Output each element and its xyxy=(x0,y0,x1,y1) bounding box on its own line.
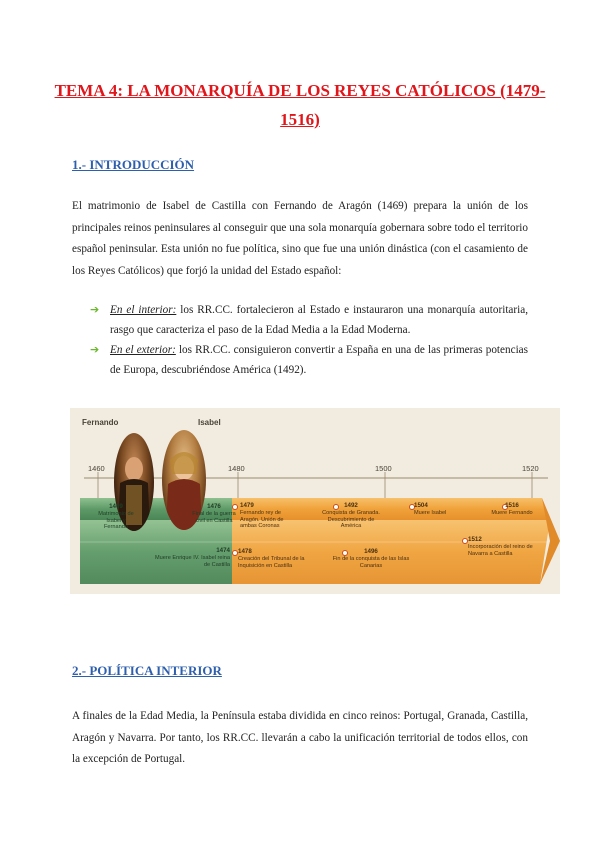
bullet-text: los RR.CC. fortalecieron al Estado e instauraron una monarquía autoritaria, rasgo que caracteriza el paso de la Edad Media a la Edad Moderna. xyxy=(110,304,528,336)
arrow-right-icon: ➔ xyxy=(90,303,100,316)
timeline-event: 1478 Creación del Tribunal de la Inquisición en Castilla xyxy=(238,548,305,569)
intro-bullet-list xyxy=(90,300,528,380)
timeline-event: 1492 Conquista de Granada. Descubrimiento de América xyxy=(322,502,380,530)
section-heading-politica-interior: 2.- POLÍTICA INTERIOR xyxy=(72,663,222,678)
timeline-event: 1469 Matrimonio de Isabel y Fernando xyxy=(98,503,134,531)
timeline-year-1480: 1480 xyxy=(228,464,245,473)
timeline-image xyxy=(70,408,560,594)
timeline-year-1520: 1520 xyxy=(522,464,539,473)
timeline-event: 1496 Fin de la conquista de las Islas Canarias xyxy=(332,548,410,569)
timeline-event: 1516 Muere Fernando xyxy=(491,502,533,516)
bullet-label: En el interior: xyxy=(110,304,177,316)
bullet-text: los RR.CC. consiguieron convertir a España en una de las primeras potencias de Europa, descubriéndose América (1492). xyxy=(110,344,528,376)
timeline-event: 1474 Muere Enrique IV. Isabel reina de Castilla xyxy=(154,547,230,568)
event-marker-icon xyxy=(232,504,238,510)
arrow-right-icon: ➔ xyxy=(90,343,100,356)
timeline-event: 1512 Incorporación del reino de Navarra a Castilla xyxy=(468,536,533,557)
list-item xyxy=(90,340,528,380)
timeline-event: 1504 Muere Isabel xyxy=(414,502,447,516)
timeline-event: 1479 Fernando rey de Aragón. Unión de ambas Coronas xyxy=(240,502,284,530)
timeline-event: 1476 Final de la guerra civil en Castilla xyxy=(192,503,236,524)
section-heading-introduccion: 1.- INTRODUCCIÓN xyxy=(72,157,195,172)
timeline-year-1460: 1460 xyxy=(88,464,105,473)
bullet-label: En el exterior: xyxy=(110,344,176,356)
timeline-name-fernando: Fernando xyxy=(82,418,119,427)
intro-paragraph: El matrimonio de Isabel de Castilla con Fernando de Aragón (1469) prepara la unión de los principales reinos peninsulares al conseguir que una sola monarquía gobernara sobre todo el territorio español peninsular. Esta unión no fue política, sino que fue una unión dinástica (con el casamiento de los Reyes Católicos) que forjó la unidad del Estado español: xyxy=(72,200,528,277)
politica-interior-paragraph: A finales de la Edad Media, la Península estaba dividida en cinco reinos: Portugal, Granada, Castilla, Aragón y Navarra. Por tanto, los RR.CC. llevarán a cabo la unificación territorial de todos ellos, con la excepción de Portugal. xyxy=(72,710,528,765)
timeline-year-1500: 1500 xyxy=(375,464,392,473)
timeline-name-isabel: Isabel xyxy=(198,418,221,427)
document-title: TEMA 4: LA MONARQUÍA DE LOS REYES CATÓLICOS (1479-1516) xyxy=(54,81,546,129)
list-item xyxy=(90,300,528,340)
